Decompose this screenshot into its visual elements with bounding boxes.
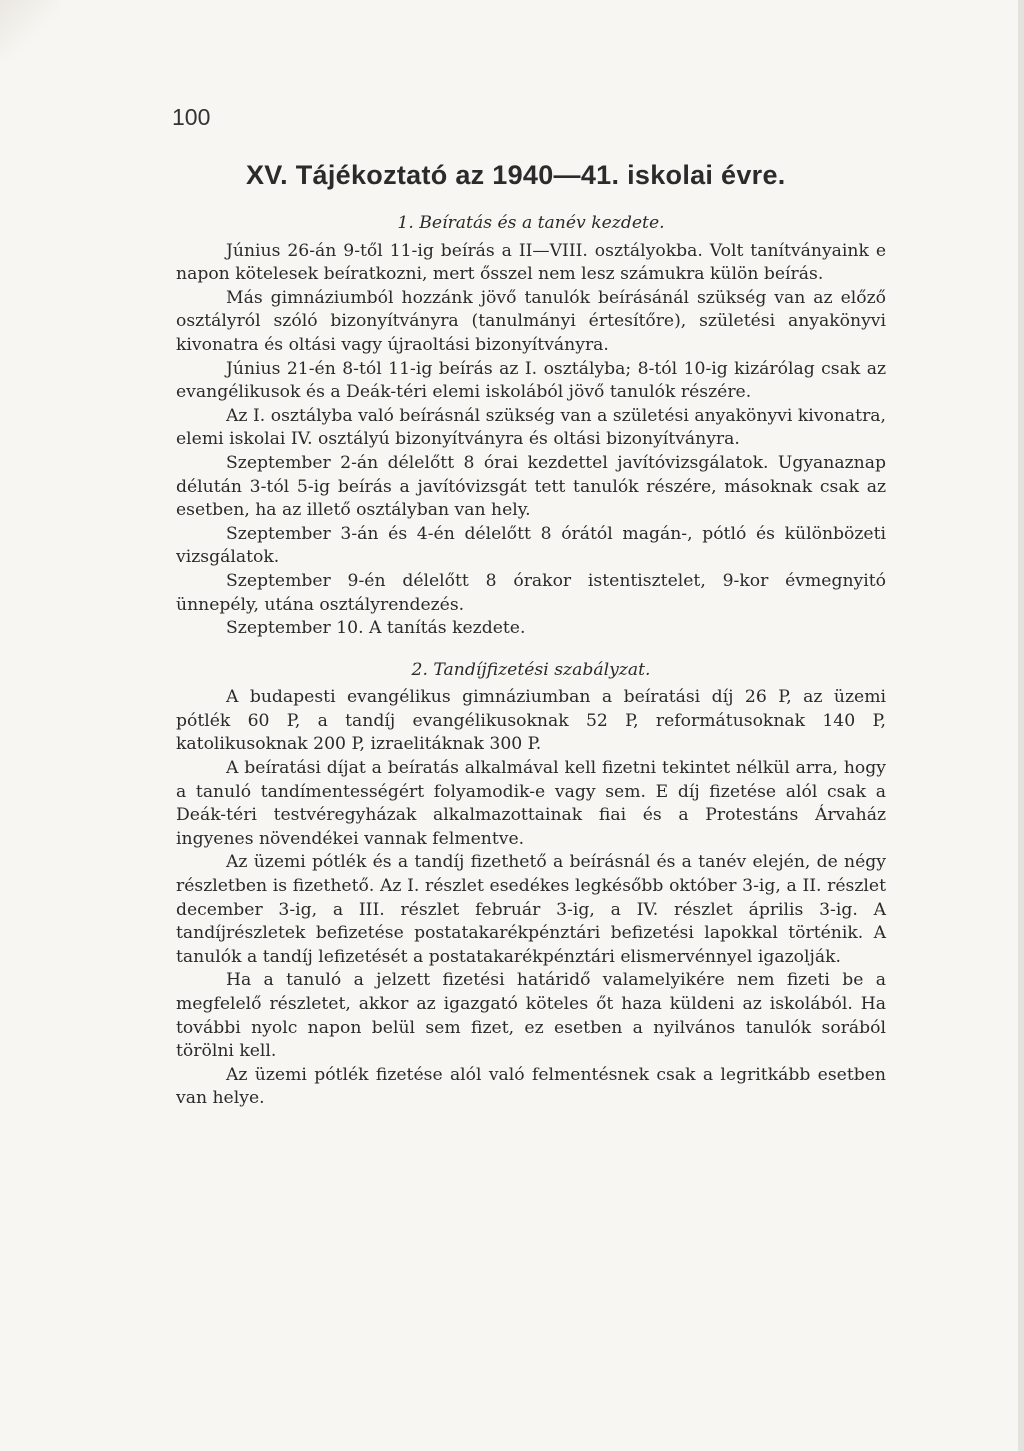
paragraph: Június 21-én 8-tól 11-ig beírás az I. osztályba; 8-tól 10-ig kizárólag csak az evangélikusok és a Deák-téri elemi iskolából jövő tanulók részére. xyxy=(176,358,886,403)
paragraph: Az üzemi pótlék fizetése alól való felmentésnek csak a legritkább esetben van helye. xyxy=(176,1064,886,1109)
paragraph: A beíratási díjat a beíratás alkalmával kell fizetni tekintet nélkül arra, hogy a tanuló tandímentességért folyamodik-e vagy sem. E díj fizetése alól csak a Deák-téri testvéregyházak alkalmazottainak fiai és a Protestáns Árvaház ingyenes növendékei vannak felmentve. xyxy=(176,758,886,849)
body-text xyxy=(176,210,886,1111)
chapter-title: XV. Tájékoztató az 1940—41. iskolai évre. xyxy=(246,160,786,190)
page-edge xyxy=(1018,0,1024,1451)
paragraph: Szeptember 2-án délelőtt 8 órai kezdettel javítóvizsgálatok. Ugyanaznap délután 3-tól 5-ig beírás a javítóvizsgát tett tanulók részére, másoknak csak az esetben, ha az illető osztályban van hely. xyxy=(176,452,886,521)
paragraph: Szeptember 10. A tanítás kezdete. xyxy=(226,618,526,639)
paragraph: A budapesti evangélikus gimnáziumban a beíratási díj 26 P, az üzemi pótlék 60 P, a tandíj evangélikusoknak 52 P, reformátusoknak 140 P, katolikusoknak 200 P, izraelitáknak 300 P. xyxy=(176,687,886,755)
paragraph: Az üzemi pótlék és a tandíj fizethető a beírásnál és a tanév elején, de négy részletben is fizethető. Az I. részlet esedékes legkésőbb október 3-ig, a II. részlet december 3-ig, a III. részlet február 3-ig, a IV. részlet április 3-ig. A tandíjrészletek befizetése postatakarékpénztári befizetési lapokkal történik. A tanulók a tandíj lefizetését a postatakarékpénztári elismervénnyel igazolják. xyxy=(176,852,886,967)
paragraph: Június 26-án 9-től 11-ig beírás a II—VIII. osztályokba. Volt tanítványaink e napon kötelesek beíratkozni, mert ősszel nem lesz számukra külön beírás. xyxy=(176,240,886,285)
paragraph: Szeptember 3-án és 4-én délelőtt 8 órától magán-, pótló és különbözeti vizsgálatok. xyxy=(176,523,886,568)
section-title-enrollment: 1. Beíratás és a tanév kezdete. xyxy=(397,213,665,233)
paragraph: Szeptember 9-én délelőtt 8 órakor istentisztelet, 9-kor évmegnyitó ünnepély, utána osztályrendezés. xyxy=(176,570,886,615)
paragraph: Az I. osztályba való beírásnál szükség van a születési anyakönyvi kivonatra, elemi iskolai IV. osztályú bizonyítványra és oltási bizonyítványra. xyxy=(176,405,886,450)
paragraph: Ha a tanuló a jelzett fizetési határidő valamelyikére nem fizeti be a megfelelő részletet, akkor az igazgató köteles őt haza küldeni az iskolából. Ha további nyolc napon belül sem fizet, ez esetben a nyilvános tanulók sorából törölni kell. xyxy=(176,970,886,1062)
page-number: 100 xyxy=(172,104,211,130)
paragraph: Más gimnáziumból hozzánk jövő tanulók beírásánál szükség van az előző osztályról szóló bizonyítványra (tanulmányi értesítőre), születési anyakönyvi kivonatra és oltási vagy újraoltási bizonyítványra. xyxy=(176,287,886,355)
page-corner-fold xyxy=(0,0,60,60)
section-title-tuition: 2. Tandíjfizetési szabályzat. xyxy=(411,659,651,680)
